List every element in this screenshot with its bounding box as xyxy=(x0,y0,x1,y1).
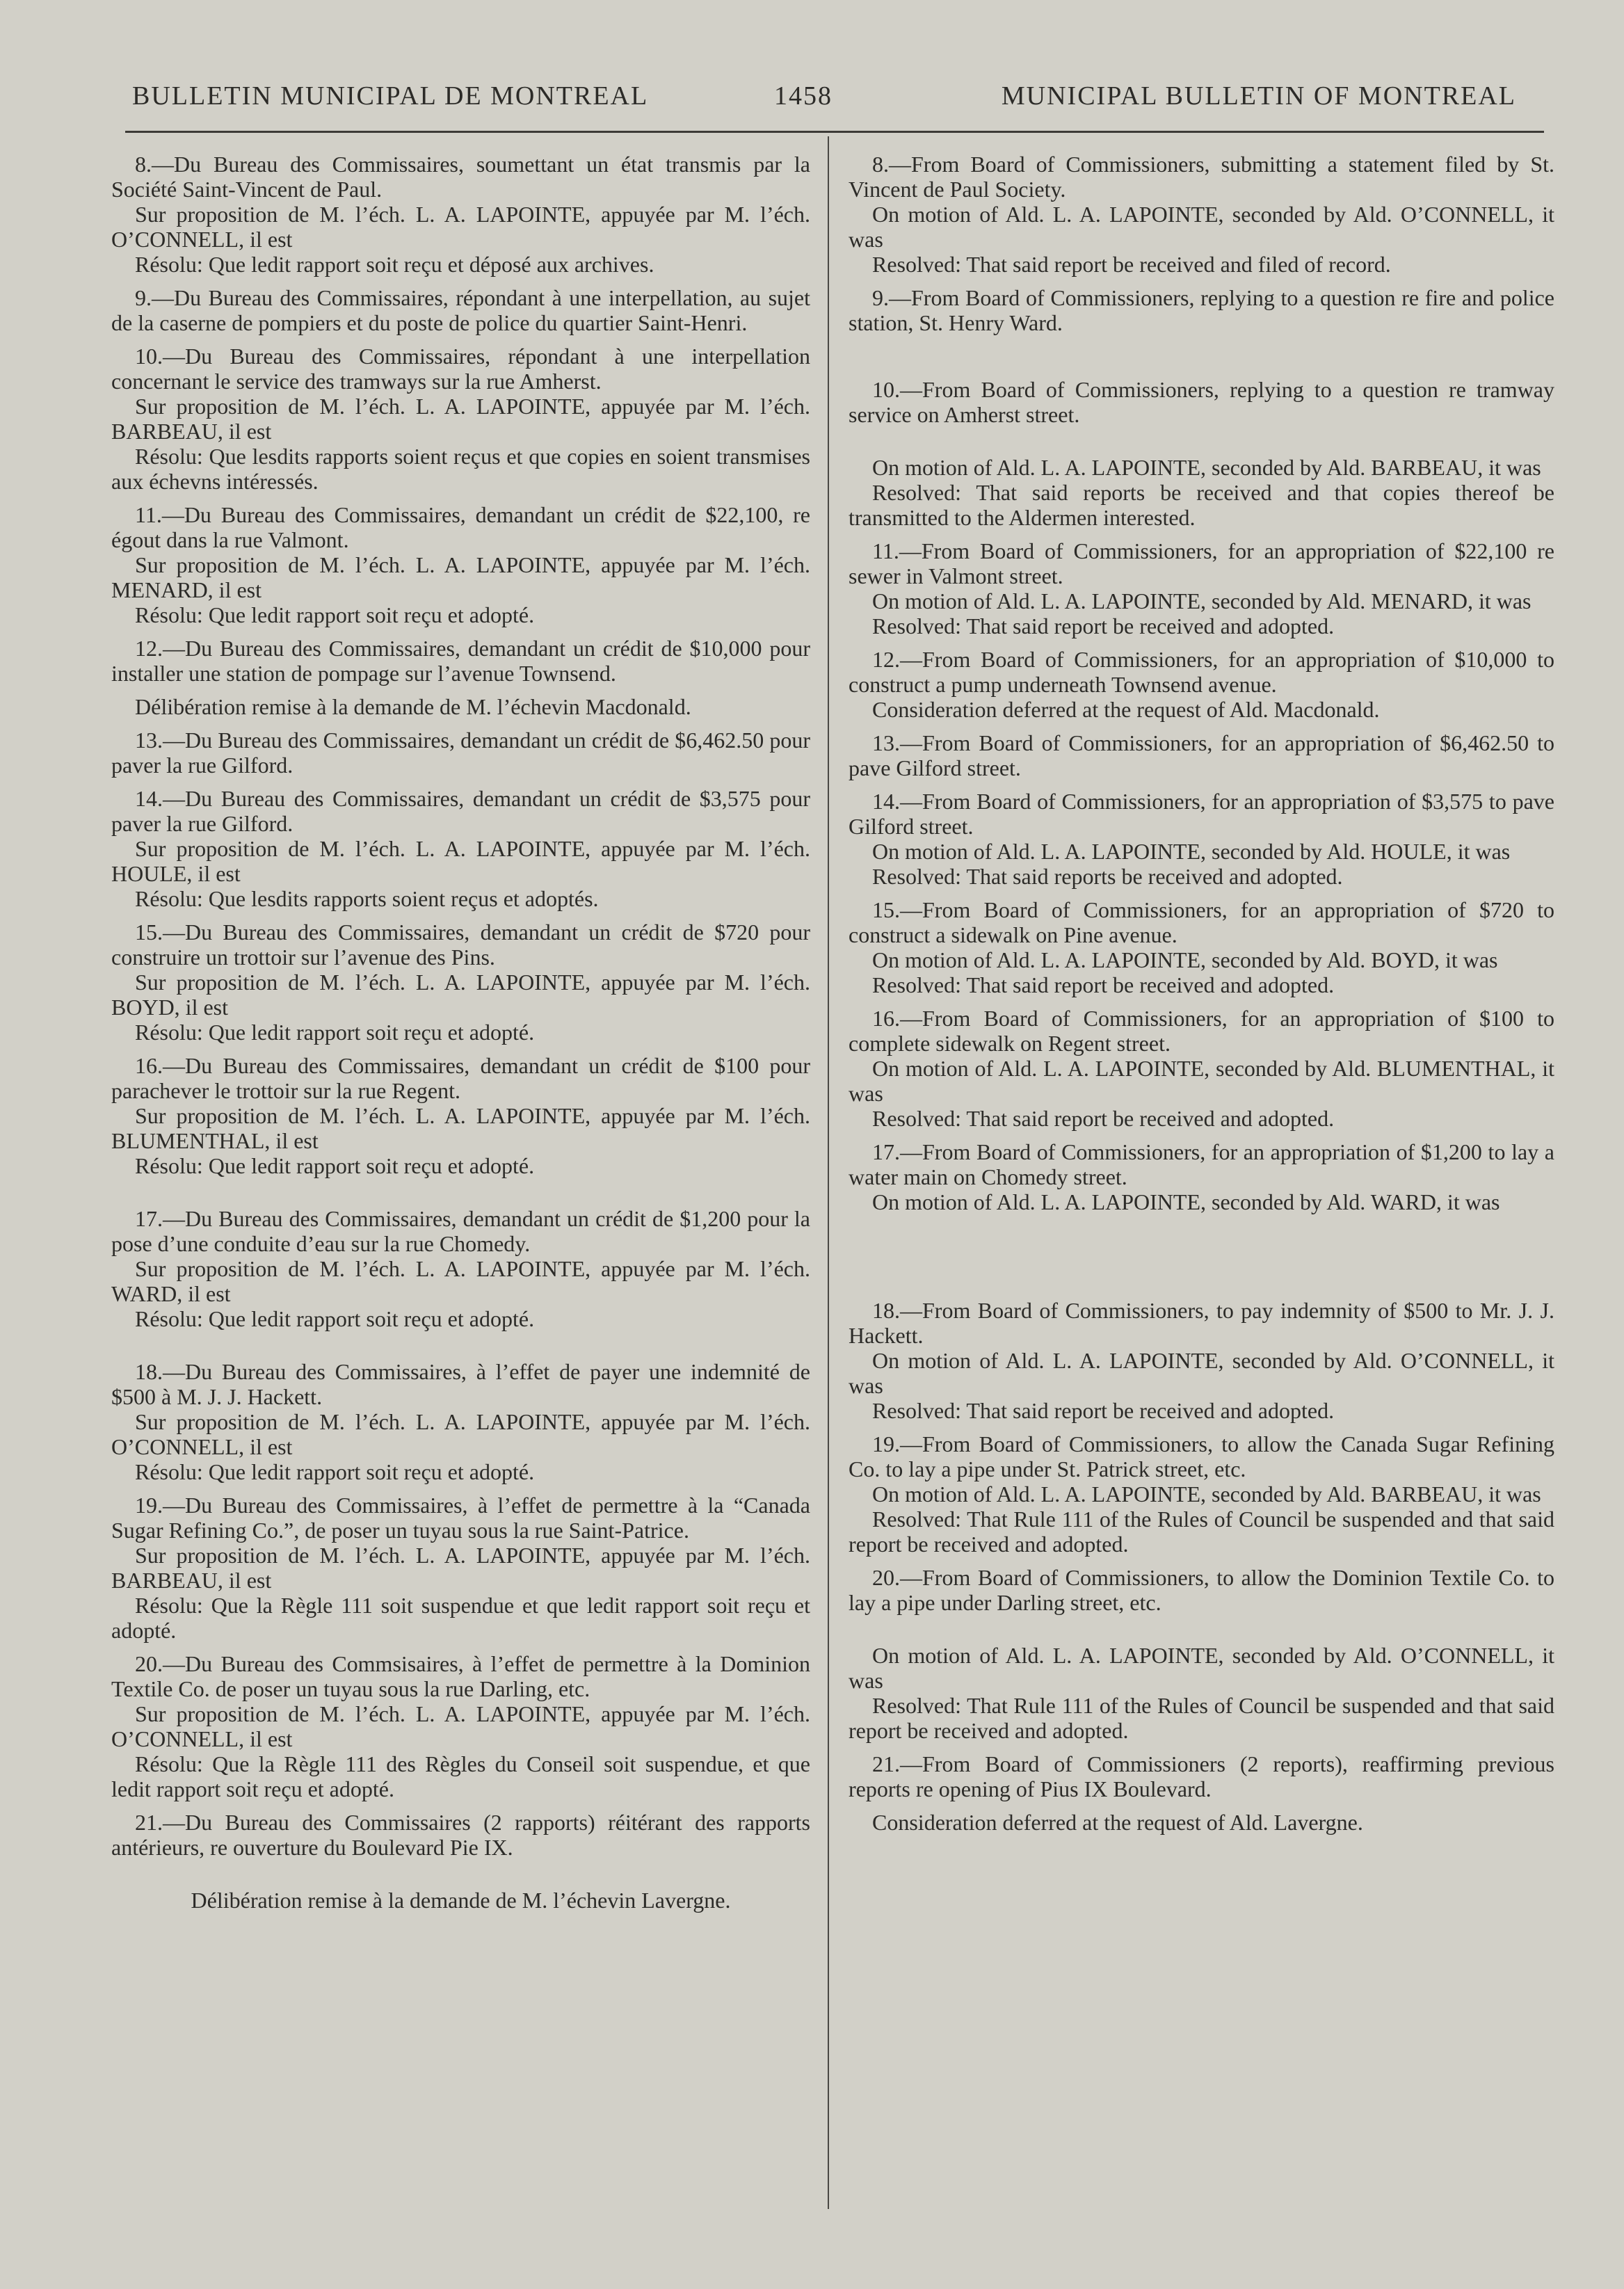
paragraph: 17.—Du Bureau des Commissaires, demandant un crédit de $1,200 pour la pose d’une conduite d’eau sur la rue Chomedy. xyxy=(111,1206,810,1256)
paragraph: Résolu: Que lesdits rapports soient reçus et que copies en soient transmises aux échevns intéressés. xyxy=(111,444,810,494)
paragraph: Sur proposition de M. l’éch. L. A. LAPOINTE, appuyée par M. l’éch. BLUMENTHAL, il est xyxy=(111,1103,810,1153)
paragraph: Sur proposition de M. l’éch. L. A. LAPOINTE, appuyée par M. l’éch. WARD, il est xyxy=(111,1256,810,1306)
paragraph: Résolu: Que la Règle 111 soit suspendue et que ledit rapport soit reçu et adopté. xyxy=(111,1593,810,1643)
paragraph: Résolu: Que ledit rapport soit reçu et déposé aux archives. xyxy=(135,252,654,277)
paragraph: 13.—From Board of Commissioners, for an appropriation of $6,462.50 to pave Gilford street. xyxy=(849,730,1554,780)
paragraph: 18.—From Board of Commissioners, to pay indemnity of $500 to Mr. J. J. Hackett. xyxy=(849,1298,1554,1348)
paragraph: On motion of Ald. L. A. LAPOINTE, seconded by Ald. O’CONNELL, it was xyxy=(849,202,1554,252)
header-rule xyxy=(125,131,1544,133)
paragraph: 16.—From Board of Commissioners, for an appropriation of $100 to complete sidewalk on Regent street. xyxy=(849,1006,1554,1056)
paragraph: On motion of Ald. L. A. LAPOINTE, seconded by Ald. O’CONNELL, it was xyxy=(849,1348,1554,1398)
paragraph: 16.—Du Bureau des Commissaires, demandant un crédit de $100 pour parachever le trottoir sur la rue Regent. xyxy=(111,1053,810,1103)
paragraph: On motion of Ald. L. A. LAPOINTE, seconded by Ald. BOYD, it was xyxy=(872,947,1498,972)
paragraph: Résolu: Que la Règle 111 des Règles du Conseil soit suspendue, et que ledit rapport soit reçu et adopté. xyxy=(111,1751,810,1801)
page-header xyxy=(132,70,1516,111)
paragraph: Sur proposition de M. l’éch. L. A. LAPOINTE, appuyée par M. l’éch. BOYD, il est xyxy=(111,970,810,1020)
paragraph: 11.—From Board of Commissioners, for an appropriation of $22,100 re sewer in Valmont street. xyxy=(849,538,1554,588)
paragraph: Resolved: That said report be received and adopted. xyxy=(872,1106,1335,1131)
paragraph: 14.—Du Bureau des Commissaires, demandant un crédit de $3,575 pour paver la rue Gilford. xyxy=(111,786,810,836)
paragraph: 19.—From Board of Commissioners, to allow the Canada Sugar Refining Co. to lay a pipe under St. Patrick street, etc. xyxy=(849,1431,1554,1481)
paragraph: Sur proposition de M. l’éch. L. A. LAPOINTE, appuyée par M. l’éch. O’CONNELL, il est xyxy=(111,1409,810,1459)
paragraph: Sur proposition de M. l’éch. L. A. LAPOINTE, appuyée par M. l’éch. BARBEAU, il est xyxy=(111,1543,810,1593)
french-column xyxy=(111,152,810,1913)
paragraph: 9.—Du Bureau des Commissaires, répondant à une interpellation, au sujet de la caserne de pompiers et du poste de police du quartier Saint-Henri. xyxy=(111,285,810,335)
paragraph: Délibération remise à la demande de M. l’échevin Macdonald. xyxy=(135,694,691,719)
paragraph: Resolved: That Rule 111 of the Rules of Council be suspended and that said report be received and adopted. xyxy=(849,1693,1554,1743)
paragraph: 8.—Du Bureau des Commissaires, soumettant un état transmis par la Société Saint-Vincent de Paul. xyxy=(111,152,810,202)
paragraph: 17.—From Board of Commissioners, for an appropriation of $1,200 to lay a water main on Chomedy street. xyxy=(849,1139,1554,1189)
paragraph: Résolu: Que ledit rapport soit reçu et adopté. xyxy=(135,1459,535,1484)
paragraph: Consideration deferred at the request of Ald. Macdonald. xyxy=(872,697,1380,722)
paragraph: 19.—Du Bureau des Commissaires, à l’effet de permettre à la “Canada Sugar Refining Co.”, de poser un tuyau sous la rue Saint-Patrice. xyxy=(111,1493,810,1543)
paragraph: Résolu: Que ledit rapport soit reçu et adopté. xyxy=(135,1153,535,1178)
paragraph: 9.—From Board of Commissioners, replying to a question re fire and police station, St. Henry Ward. xyxy=(849,285,1554,335)
paragraph: 20.—From Board of Commissioners, to allow the Dominion Textile Co. to lay a pipe under Darling street, etc. xyxy=(849,1565,1554,1615)
paragraph: 13.—Du Bureau des Commissaires, demandant un crédit de $6,462.50 pour paver la rue Gilford. xyxy=(111,728,810,778)
paragraph: Resolved: That Rule 111 of the Rules of Council be suspended and that said report be received and adopted. xyxy=(849,1507,1554,1557)
paragraph: Resolved: That said reports be received and that copies thereof be transmitted to the Aldermen interested. xyxy=(849,480,1554,530)
paragraph: On motion of Ald. L. A. LAPOINTE, seconded by Ald. HOULE, it was xyxy=(872,839,1511,864)
paragraph: 11.—Du Bureau des Commissaires, demandant un crédit de $22,100, re égout dans la rue Valmont. xyxy=(111,502,810,552)
page-number: 1458 xyxy=(774,81,833,111)
paragraph: Résolu: Que ledit rapport soit reçu et adopté. xyxy=(135,1306,535,1331)
paragraph: 21.—Du Bureau des Commissaires (2 rapports) réitérant des rapports antérieurs, re ouverture du Boulevard Pie IX. xyxy=(111,1810,810,1860)
paragraph: 20.—Du Bureau des Commsisaires, à l’effet de permettre à la Dominion Textile Co. de poser un tuyau sous la rue Darling, etc. xyxy=(111,1651,810,1701)
paragraph: Sur proposition de M. l’éch. L. A. LAPOINTE, appuyée par M. l’éch. HOULE, il est xyxy=(111,836,810,886)
paragraph: Sur proposition de M. l’éch. L. A. LAPOINTE, appuyée par M. l’éch. MENARD, il est xyxy=(111,552,810,602)
paragraph: 14.—From Board of Commissioners, for an appropriation of $3,575 to pave Gilford street. xyxy=(849,789,1554,839)
paragraph: Resolved: That said report be received and adopted. xyxy=(872,613,1335,638)
paragraph: Résolu: Que ledit rapport soit reçu et adopté. xyxy=(135,602,535,627)
paragraph: Resolved: That said report be received and filed of record. xyxy=(872,252,1391,277)
paragraph: 10.—Du Bureau des Commissaires, répondant à une interpellation concernant le service des tramways sur la rue Amherst. xyxy=(111,344,810,394)
paragraph: Sur proposition de M. l’éch. L. A. LAPOINTE, appuyée par M. l’éch. O’CONNELL, il est xyxy=(111,1701,810,1751)
english-running-title: MUNICIPAL BULLETIN OF MONTREAL xyxy=(1001,81,1516,111)
paragraph: 12.—From Board of Commissioners, for an appropriation of $10,000 to construct a pump underneath Townsend avenue. xyxy=(849,647,1554,697)
paragraph: On motion of Ald. L. A. LAPOINTE, seconded by Ald. BLUMENTHAL, it was xyxy=(849,1056,1554,1106)
paragraph: On motion of Ald. L. A. LAPOINTE, seconded by Ald. O’CONNELL, it was xyxy=(849,1643,1554,1693)
paragraph: Sur proposition de M. l’éch. L. A. LAPOINTE, appuyée par M. l’éch. BARBEAU, il est xyxy=(111,394,810,444)
paragraph: Résolu: Que lesdits rapports soient reçus et adoptés. xyxy=(135,886,599,911)
paragraph: Sur proposition de M. l’éch. L. A. LAPOINTE, appuyée par M. l’éch. O’CONNELL, il est xyxy=(111,202,810,252)
paragraph: On motion of Ald. L. A. LAPOINTE, seconded by Ald. MENARD, it was xyxy=(872,588,1531,613)
paragraph: Resolved: That said report be received and adopted. xyxy=(872,972,1335,997)
paragraph: Résolu: Que ledit rapport soit reçu et adopté. xyxy=(135,1020,535,1045)
paragraph: 10.—From Board of Commissioners, replying to a question re tramway service on Amherst street. xyxy=(849,377,1554,427)
paragraph: 15.—Du Bureau des Commissaires, demandant un crédit de $720 pour construire un trottoir sur l’avenue des Pins. xyxy=(111,919,810,970)
paragraph: 8.—From Board of Commissioners, submitting a statement filed by St. Vincent de Paul Society. xyxy=(849,152,1554,202)
paragraph: 21.—From Board of Commissioners (2 reports), reaffirming previous reports re opening of Pius IX Boulevard. xyxy=(849,1751,1554,1801)
paragraph: On motion of Ald. L. A. LAPOINTE, seconded by Ald. BARBEAU, it was xyxy=(872,1481,1541,1507)
paragraph: Resolved: That said report be received and adopted. xyxy=(872,1398,1335,1423)
paragraph: On motion of Ald. L. A. LAPOINTE, seconded by Ald. BARBEAU, it was xyxy=(872,455,1541,480)
french-running-title: BULLETIN MUNICIPAL DE MONTREAL xyxy=(132,81,649,111)
paragraph: 15.—From Board of Commissioners, for an appropriation of $720 to construct a sidewalk on Pine avenue. xyxy=(849,897,1554,947)
paragraph: 12.—Du Bureau des Commissaires, demandant un crédit de $10,000 pour installer une station de pompage sur l’avenue Townsend. xyxy=(111,636,810,686)
paragraph: Resolved: That said reports be received and adopted. xyxy=(872,864,1343,889)
paragraph: Délibération remise à la demande de M. l’échevin Lavergne. xyxy=(191,1888,731,1913)
paragraph: On motion of Ald. L. A. LAPOINTE, seconded by Ald. WARD, it was xyxy=(872,1189,1500,1214)
column-divider xyxy=(828,136,829,2209)
paragraph: 18.—Du Bureau des Commissaires, à l’effet de payer une indemnité de $500 à M. J. J. Hackett. xyxy=(111,1359,810,1409)
paragraph: Consideration deferred at the request of Ald. Lavergne. xyxy=(872,1810,1363,1835)
english-column xyxy=(849,152,1554,1835)
